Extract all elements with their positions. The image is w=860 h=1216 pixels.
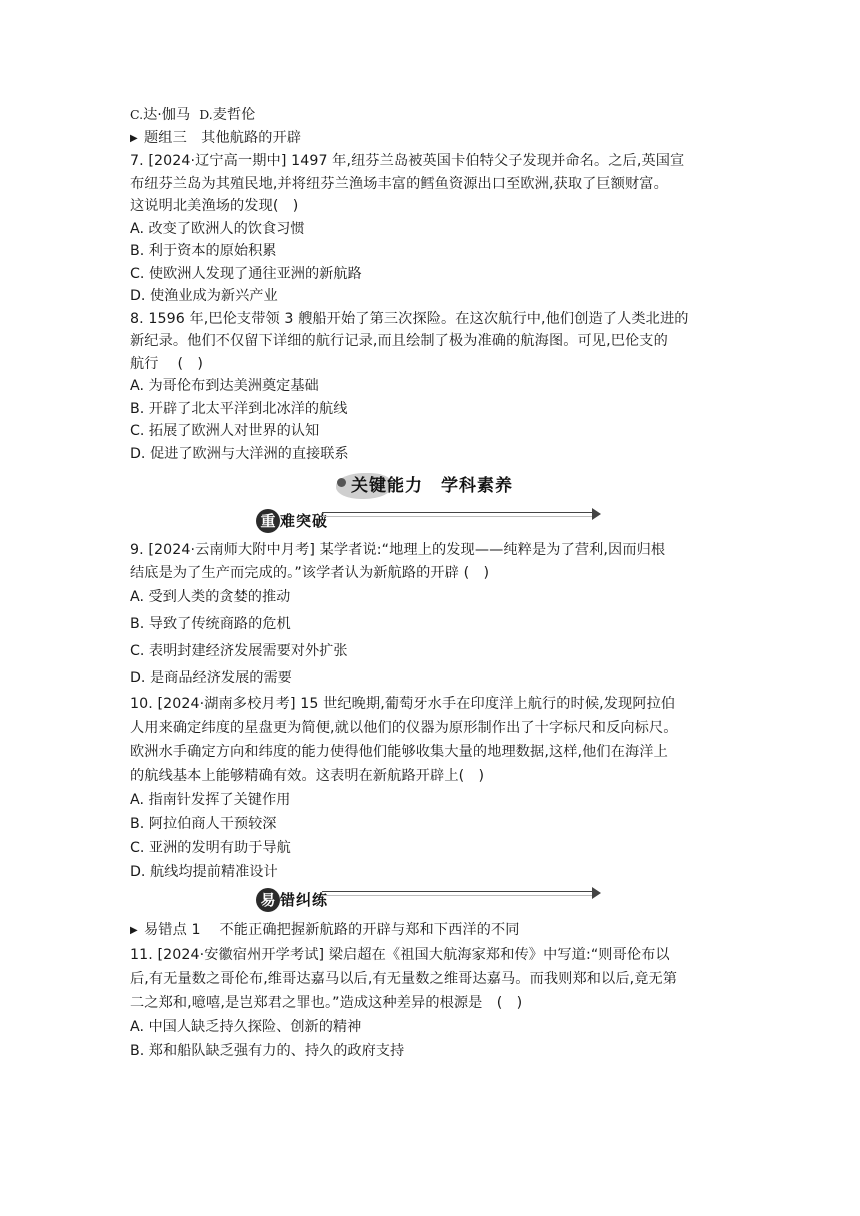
question-9 bbox=[130, 539, 734, 692]
question-10-line-1: 10. [2024·湖南多校月考] 15 世纪晚期,葡萄牙水手在印度洋上航行的时候,发现阿拉伯 bbox=[130, 696, 676, 712]
question-9-option-c: C. 表明封建经济发展需要对外扩张 bbox=[130, 643, 348, 659]
question-10-option-a: A. 指南针发挥了关键作用 bbox=[130, 792, 291, 808]
question-8-option-b: B. 开辟了北太平洋到北冰洋的航线 bbox=[130, 400, 348, 417]
question-10-line-2: 人用来确定纬度的星盘更为简便,就以他们的仪器为原形制作出了十字标尺和反向标尺。 bbox=[130, 720, 678, 736]
bullet-dot-icon bbox=[337, 478, 346, 487]
question-10 bbox=[130, 692, 734, 884]
arrow-right-icon bbox=[592, 508, 601, 520]
question-10-line-3: 欧洲水手确定方向和纬度的能力使得他们能够收集大量的地理数据,这样,他们在海洋上 bbox=[130, 744, 668, 760]
triangle-bullet-icon: ▶ bbox=[130, 132, 138, 144]
question-7-line-3: 这说明北美渔场的发现( ) bbox=[130, 198, 299, 214]
question-7-option-b: B. 利于资本的原始积累 bbox=[130, 243, 277, 259]
question-8-line-1: 8. 1596 年,巴伦支带领 3 艘船开始了第三次探险。在这次航行中,他们创造了人类北进的 bbox=[130, 310, 689, 327]
question-11-option-a: A. 中国人缺乏持久探险、创新的精神 bbox=[130, 1019, 362, 1035]
document-page bbox=[130, 104, 734, 1063]
group-heading bbox=[130, 127, 734, 151]
question-11-line-1: 11. [2024·安徽宿州开学考试] 梁启超在《祖国大航海家郑和传》中写道:“则哥伦布以 bbox=[130, 947, 670, 963]
option-d-letter: D. bbox=[199, 107, 213, 122]
section-banner bbox=[130, 467, 734, 505]
subsection-badge: 重 bbox=[256, 509, 280, 533]
question-8-option-d: D. 促进了欧洲与大洋洲的直接联系 bbox=[130, 445, 349, 462]
question-10-option-b: B. 阿拉伯商人干预较深 bbox=[130, 816, 277, 832]
subsection-heading-error-practice bbox=[130, 884, 734, 918]
option-d-text: 麦哲伦 bbox=[212, 107, 256, 123]
question-9-line-1: 9. [2024·云南师大附中月考] 某学者说:“地理上的发现——纯粹是为了营利,因而归根 bbox=[130, 542, 666, 558]
subsection-title: 错纠练 bbox=[280, 891, 329, 909]
question-9-line-2: 结底是为了生产而完成的。”该学者认为新航路的开辟 ( ) bbox=[130, 564, 490, 581]
question-8-line-3: 航行 ( ) bbox=[130, 355, 204, 372]
question-10-option-d: D. 航线均提前精准设计 bbox=[130, 864, 278, 880]
question-7-option-a: A. 改变了欧洲人的饮食习惯 bbox=[130, 220, 305, 237]
heading-rule bbox=[322, 891, 595, 892]
question-8-option-a: A. 为哥伦布到达美洲奠定基础 bbox=[130, 378, 319, 394]
question-7-option-c: C. 使欧洲人发现了通往亚洲的新航路 bbox=[130, 265, 362, 282]
option-c-text: 达·伽马 bbox=[143, 107, 191, 123]
question-11-option-b: B. 郑和船队缺乏强有力的、持久的政府支持 bbox=[130, 1043, 405, 1059]
subsection-badge: 易 bbox=[256, 888, 280, 912]
section-title: 关键能力 学科素养 bbox=[351, 476, 513, 496]
triangle-bullet-icon: ▶ bbox=[130, 925, 138, 936]
heading-rule-shadow bbox=[322, 516, 592, 517]
question-11-line-2: 后,有无量数之哥伦布,维哥达嘉马以后,有无量数之维哥达嘉马。而我则郑和以后,竟无第 bbox=[130, 971, 678, 987]
heading-rule bbox=[322, 512, 595, 513]
question-10-option-c: C. 亚洲的发明有助于导航 bbox=[130, 840, 291, 856]
question-9-option-d: D. 是商品经济发展的需要 bbox=[130, 670, 292, 686]
question-9-option-b: B. 导致了传统商路的危机 bbox=[130, 616, 291, 632]
option-row-cd bbox=[130, 104, 734, 127]
question-8-option-c: C. 拓展了欧洲人对世界的认知 bbox=[130, 423, 320, 439]
question-11-line-3: 二之郑和,噫嘻,是岂郑君之罪也。”造成这种差异的根源是 ( ) bbox=[130, 995, 523, 1011]
subsection-heading-key-difficulties bbox=[130, 505, 734, 539]
question-9-option-a: A. 受到人类的贪婪的推动 bbox=[130, 589, 291, 605]
question-7-line-1: 7. [2024·辽宁高一期中] 1497 年,纽芬兰岛被英国卡伯特父子发现并命名。之后,英国宣 bbox=[130, 153, 685, 169]
arrow-right-icon bbox=[592, 887, 601, 899]
question-11 bbox=[130, 943, 734, 1063]
error-point-label: 易错点 1 不能正确把握新航路的开辟与郑和下西洋的不同 bbox=[144, 922, 520, 938]
question-7-option-d: D. 使渔业成为新兴产业 bbox=[130, 288, 278, 304]
question-7 bbox=[130, 150, 734, 308]
question-8 bbox=[130, 308, 734, 466]
group-heading-label: 题组三 其他航路的开辟 bbox=[144, 129, 302, 146]
error-point-heading bbox=[130, 918, 734, 943]
question-7-line-2: 布纽芬兰岛为其殖民地,并将纽芬兰渔场丰富的鳕鱼资源出口至欧洲,获取了巨额财富。 bbox=[130, 175, 668, 192]
option-c-letter: C. bbox=[130, 107, 144, 122]
subsection-title: 难突破 bbox=[280, 512, 329, 530]
question-8-line-2: 新纪录。他们不仅留下详细的航行记录,而且绘制了极为准确的航海图。可见,巴伦支的 bbox=[130, 333, 668, 349]
question-10-line-4: 的航线基本上能够精确有效。这表明在新航路开辟上( ) bbox=[130, 768, 485, 784]
heading-rule-shadow bbox=[322, 895, 592, 896]
